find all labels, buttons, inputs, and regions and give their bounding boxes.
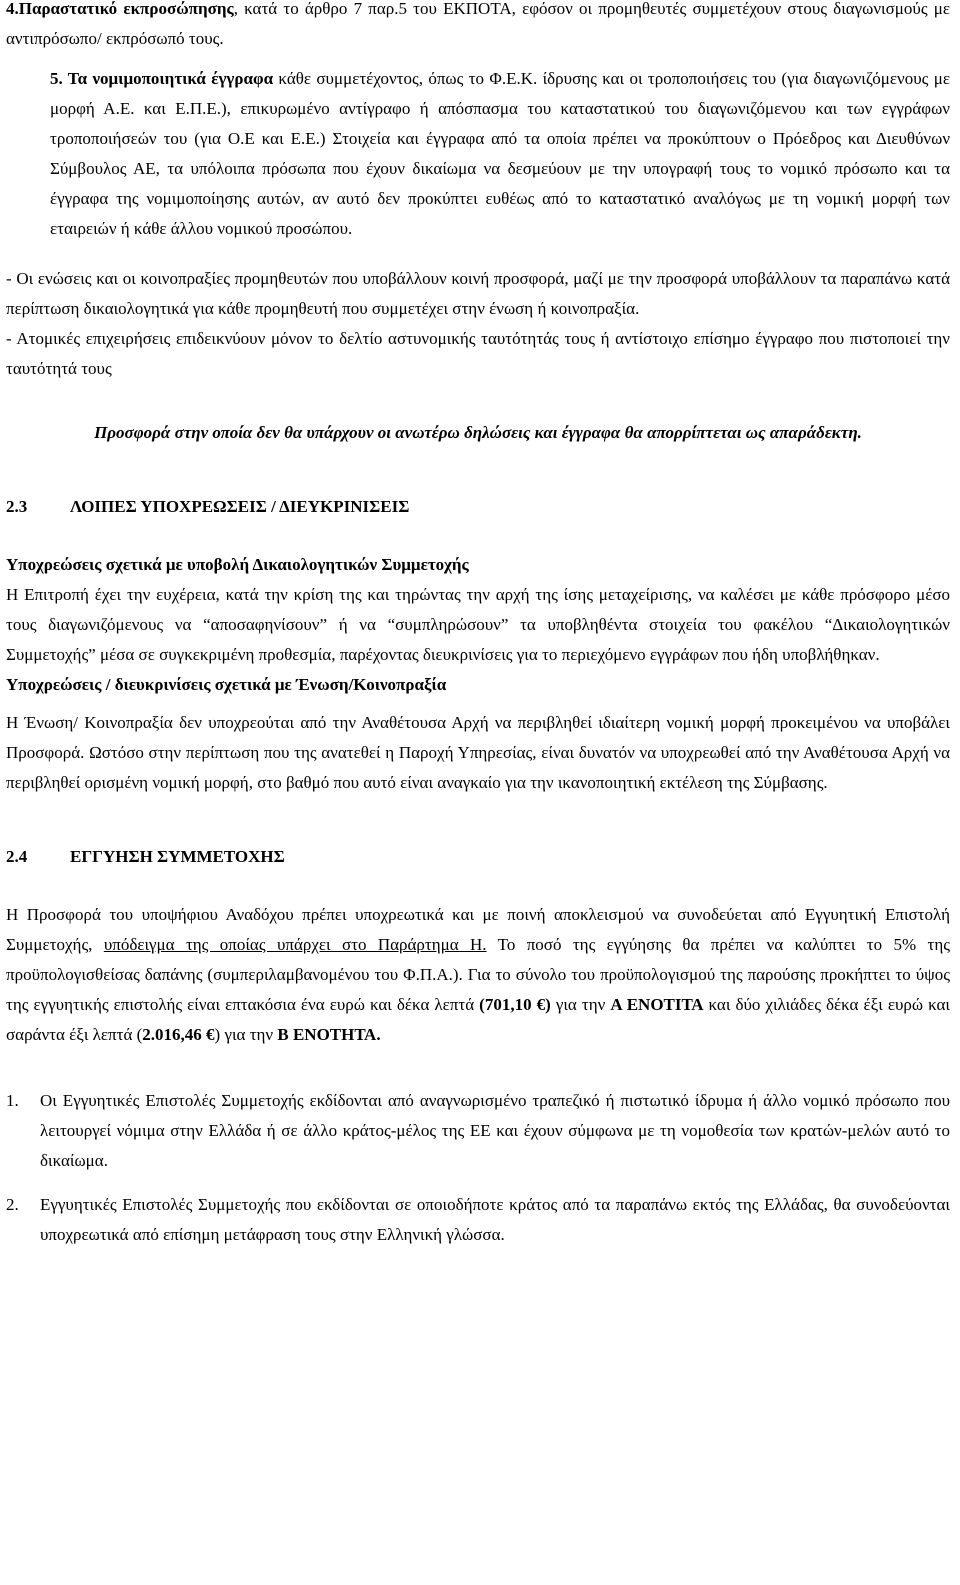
rejection-warning: Προσφορά στην οποία δεν θα υπάρχουν οι ανωτέρω δηλώσεις και έγγραφα θα απορρίπτεται ως απαράδεκτη.	[94, 423, 862, 442]
guarantee-text-a: Η Προσφορά του υποψήφιου Αναδόχου πρέπει υποχρεωτικά και με ποινή αποκλεισμού να συνοδεύεται από Εγγυητική Επιστολή Συμμετοχής,	[6, 905, 950, 954]
list-item-text: Εγγυητικές Επιστολές Συμμετοχής που εκδίδονται σε οποιοδήποτε κράτος από τα παραπάνω εκτός της Ελλάδας, θα συνοδεύονται υποχρεωτικά από επίσημη μετάφραση τους στην Ελληνική γλώσσα.	[40, 1195, 950, 1244]
item-5-label: 5. Τα νομιμοποιητικά έγγραφα	[50, 69, 274, 88]
subheading-union-consortium: Υποχρεώσεις / διευκρινίσεις σχετικά με Ένωση/Κοινοπραξία	[6, 675, 447, 694]
list-item-number: 1.	[6, 1091, 19, 1110]
section-2-4-number: 2.4	[6, 847, 28, 866]
item-4-text: , κατά το άρθρο 7 παρ.5 του ΕΚΠΟΤΑ, εφόσον οι προμηθευτές συμμετέχουν στους διαγωνισμούς με αντιπρόσωπο/ εκπρόσωπό τους.	[6, 0, 950, 48]
guarantee-text-c: για την	[550, 995, 611, 1014]
item-5-text: κάθε συμμετέχοντος, όπως το Φ.Ε.Κ. ίδρυσης και οι τροποποιήσεις του (για διαγωνιζόμενους με μορφή Α.Ε. και Ε.Π.Ε.), επικυρωμένο αντίγραφο ή απόσπασμα του καταστατικού του διαγωνιζόμενου και των εγγράφων τροποποιήσεών του (για Ο.Ε και Ε.Ε.) Στοιχεία και έγγραφα από τα οποία πρέπει να προκύπτουν ο Πρόεδρος και Διευθύνων Σύμβουλος ΑΕ, τα υπόλοιπα πρόσωπα που έχουν δικαίωμα να δεσμεύουν με την υπογραφή τους το νομικό πρόσωπο και τα έγγραφα της νομιμοποίησης αυτών, αν αυτό δεν προκύπτει ευθέως από το καταστατικό αναλόγως με τη νομική μορφή των εταιρειών ή κάθε άλλου νομικού προσώπου.	[50, 69, 950, 238]
list-item-number: 2.	[6, 1195, 19, 1214]
unit-a: Α ΕΝΟΤΙΤΑ	[610, 995, 704, 1014]
section-2-4-heading	[6, 842, 950, 872]
list-item	[6, 1190, 950, 1250]
para-guarantee	[6, 900, 950, 1050]
para-participation-docs: Η Επιτροπή έχει την ευχέρεια, κατά την κρίση της και τηρώντας την αρχή της ίσης μεταχείρισης, να καλέσει με κάθε πρόσφορο μέσο τους διαγωνιζόμενους να “αποσαφηνίσουν” ή να “συμπληρώσουν” τα υποβληθέντα στοιχεία του φακέλου “Δικαιολογητικών Συμμετοχής” μέσα σε συγκεκριμένη προθεσμία, παρέχοντας διευκρινίσεις για το περιεχόμενο εγγράφων που ήδη υποβλήθηκαν.	[6, 585, 950, 664]
item-5	[6, 64, 950, 244]
amount-b: 2.016,46 €	[142, 1025, 215, 1044]
document-page	[6, 0, 950, 1250]
para-unions: - Οι ενώσεις και οι κοινοπραξίες προμηθευτών που υποβάλλουν κοινή προσφορά, μαζί με την προσφορά υποβάλλουν τα παραπάνω κατά περίπτωση δικαιολογητικά για κάθε προμηθευτή που συμμετέχει στην ένωση ή κοινοπραξία.	[6, 269, 950, 318]
section-2-3-number: 2.3	[6, 497, 28, 516]
section-2-3-title: ΛΟΙΠΕΣ ΥΠΟΧΡΕΩΣΕΙΣ / ΔΙΕΥΚΡΙΝΙΣΕΙΣ	[70, 497, 410, 516]
guarantee-text-d: και δύο χιλιάδες δέκα έξι ευρώ και σαράντα έξι λεπτά (	[6, 995, 950, 1044]
list-item	[6, 1086, 950, 1176]
list-item-text: Οι Εγγυητικές Επιστολές Συμμετοχής εκδίδονται από αναγνωρισμένο τραπεζικό ή πιστωτικό ίδρυμα ή άλλο νομικό πρόσωπο που λειτουργεί νόμιμα στην Ελλάδα ή σε άλλο κράτος-μέλος της ΕΕ και έχουν σύμφωνα με τη νομοθεσία των κρατών-μελών αυτό το δικαίωμα.	[40, 1091, 950, 1170]
guarantee-list	[6, 1086, 950, 1250]
section-2-3-heading	[6, 492, 950, 522]
para-individual: - Ατομικές επιχειρήσεις επιδεικνύουν μόνον το δελτίο αστυνομικής ταυτότητάς τους ή αντίστοιχο επίσημο έγγραφο που πιστοποιεί την ταυτότητά τους	[6, 329, 950, 378]
item-4	[6, 0, 950, 54]
section-2-4-title: ΕΓΓΥΗΣΗ ΣΥΜΜΕΤΟΧΗΣ	[70, 847, 285, 866]
guarantee-text-e: ) για την	[214, 1025, 278, 1044]
annex-h-link[interactable]: υπόδειγμα της οποίας υπάρχει στο Παράρτημα Η.	[103, 935, 487, 954]
guarantee-text-b: Το ποσό της εγγύησης θα πρέπει να καλύπτει το 5% της προϋπολογισθείσας δαπάνης (συμπεριλαμβανομένου του Φ.Π.Α.). Για το σύνολο του προϋπολογισμού της παρούσης προκήπτει το ύψος της εγγυητικής επιστολής είναι επτακόσια ένα ευρώ και δέκα λεπτά	[6, 935, 950, 1014]
subheading-participation-docs: Υποχρεώσεις σχετικά με υποβολή Δικαιολογητικών Συμμετοχής	[6, 555, 469, 574]
para-union-consortium: Η Ένωση/ Κοινοπραξία δεν υποχρεούται από την Αναθέτουσα Αρχή να περιβληθεί ιδιαίτερη νομική μορφή προκειμένου να υποβάλει Προσφορά. Ωστόσο στην περίπτωση που της ανατεθεί η Παροχή Υπηρεσίας, είναι δυνατόν να υποχρεωθεί από την Αναθέτουσα Αρχή να περιβληθεί ορισμένη νομική μορφή, στο βαθμό που αυτό είναι αναγκαίο για την ικανοποιητική εκτέλεση της Σύμβασης.	[6, 713, 950, 792]
amount-a: (701,10 €)	[479, 995, 551, 1014]
item-4-label: 4.Παραστατικό εκπροσώπησης	[6, 0, 234, 18]
unit-b: Β ΕΝΟΤΗΤΑ.	[277, 1025, 381, 1044]
